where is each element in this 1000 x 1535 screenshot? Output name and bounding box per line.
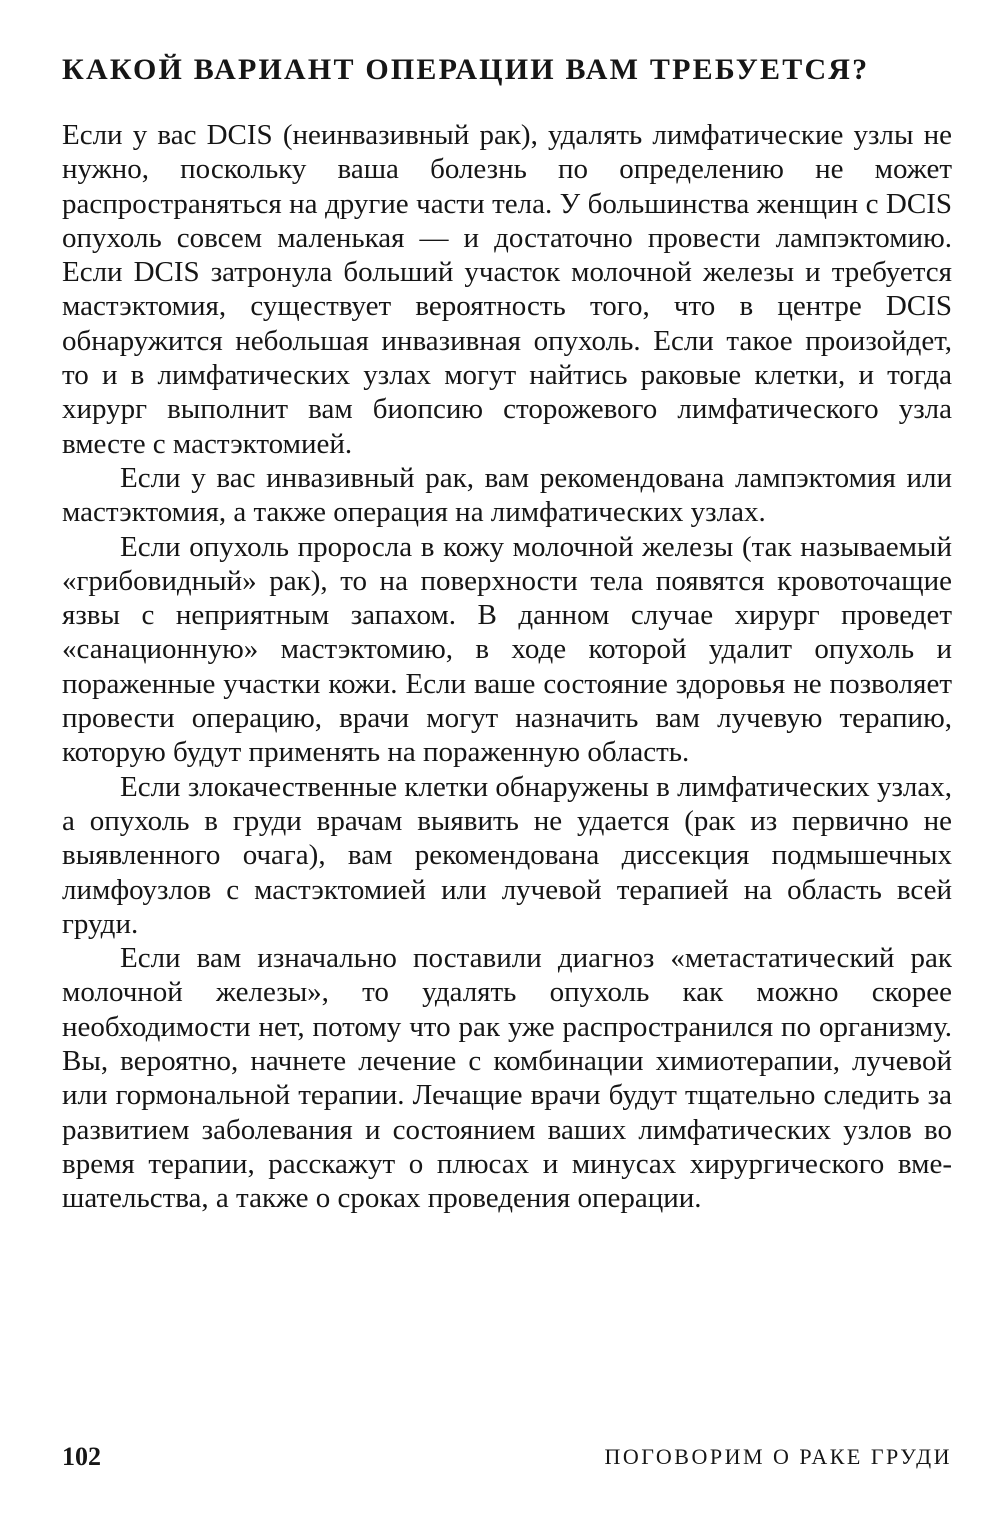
running-title: ПОГОВОРИМ О РАКЕ ГРУДИ <box>604 1444 952 1469</box>
book-page <box>62 0 952 1535</box>
body-text <box>62 118 952 1216</box>
paragraph: Если у вас DCIS (неинвазивный рак), удалять лимфатические узлы не нужно, поскольку ваша болезнь по определению не может распространяться на другие части тела. У большинства женщин с DCIS опухоль совсем маленькая — и достаточно провести лампэктомию. Если DCIS затронула больший участок молочной железы и требуется мастэктомия, существует вероятность того, что в центре DCIS обнаружится небольшая инвазивная опухоль. Если такое произойдет, то и в лимфатических узлах могут найтись раковые клетки, и тогда хирург выполнит вам биопсию сторожевого лимфатического узла вместе с мастэктомией. <box>62 119 952 460</box>
page-footer <box>62 1440 952 1474</box>
paragraph: Если опухоль проросла в кожу молочной железы (так называемый «грибовидный» рак), то на поверхности тела появятся кровоточащие язвы с неприятным запахом. В данном случае хирург проведет «санационную» мастэктомию, в ходе которой удалит опухоль и пораженные участки кожи. Если ваше состояние здоровья не позволяет провести операцию, врачи могут назначить вам лучевую терапию, которую будут применять на пораженную область. <box>62 530 952 769</box>
paragraph: Если у вас инвазивный рак, вам рекомендована лампэктомия или мастэктомия, а также операция на лимфатических узлах. <box>62 461 952 529</box>
page-number: 102 <box>62 1442 101 1471</box>
paragraph: Если вам изначально поставили диагноз «метастатический рак молочной железы», то удалять опухоль как можно скорее необходимости нет, потому что рак уже распространился по организму. Вы, вероятно, начнете лечение с комбинации химиотерапии, лучевой или гормональной терапии. Лечащие врачи будут тщательно следить за развитием заболевания и состоянием ваших лимфатических узлов во время терапии, расскажут о плюсах и минусах хирургического вмешательства, а также о сроках проведения операции. <box>62 942 952 1215</box>
section-heading: КАКОЙ ВАРИАНТ ОПЕРАЦИИ ВАМ ТРЕБУЕТСЯ? <box>62 53 870 86</box>
paragraph: Если злокачественные клетки обнаружены в лимфатических узлах, а опухоль в груди врачам выявить не удается (рак из первично не выявленного очага), вам рекомендована диссекция подмышечных лимфоузлов с мастэктомией или лучевой терапией на область всей груди. <box>62 770 952 940</box>
